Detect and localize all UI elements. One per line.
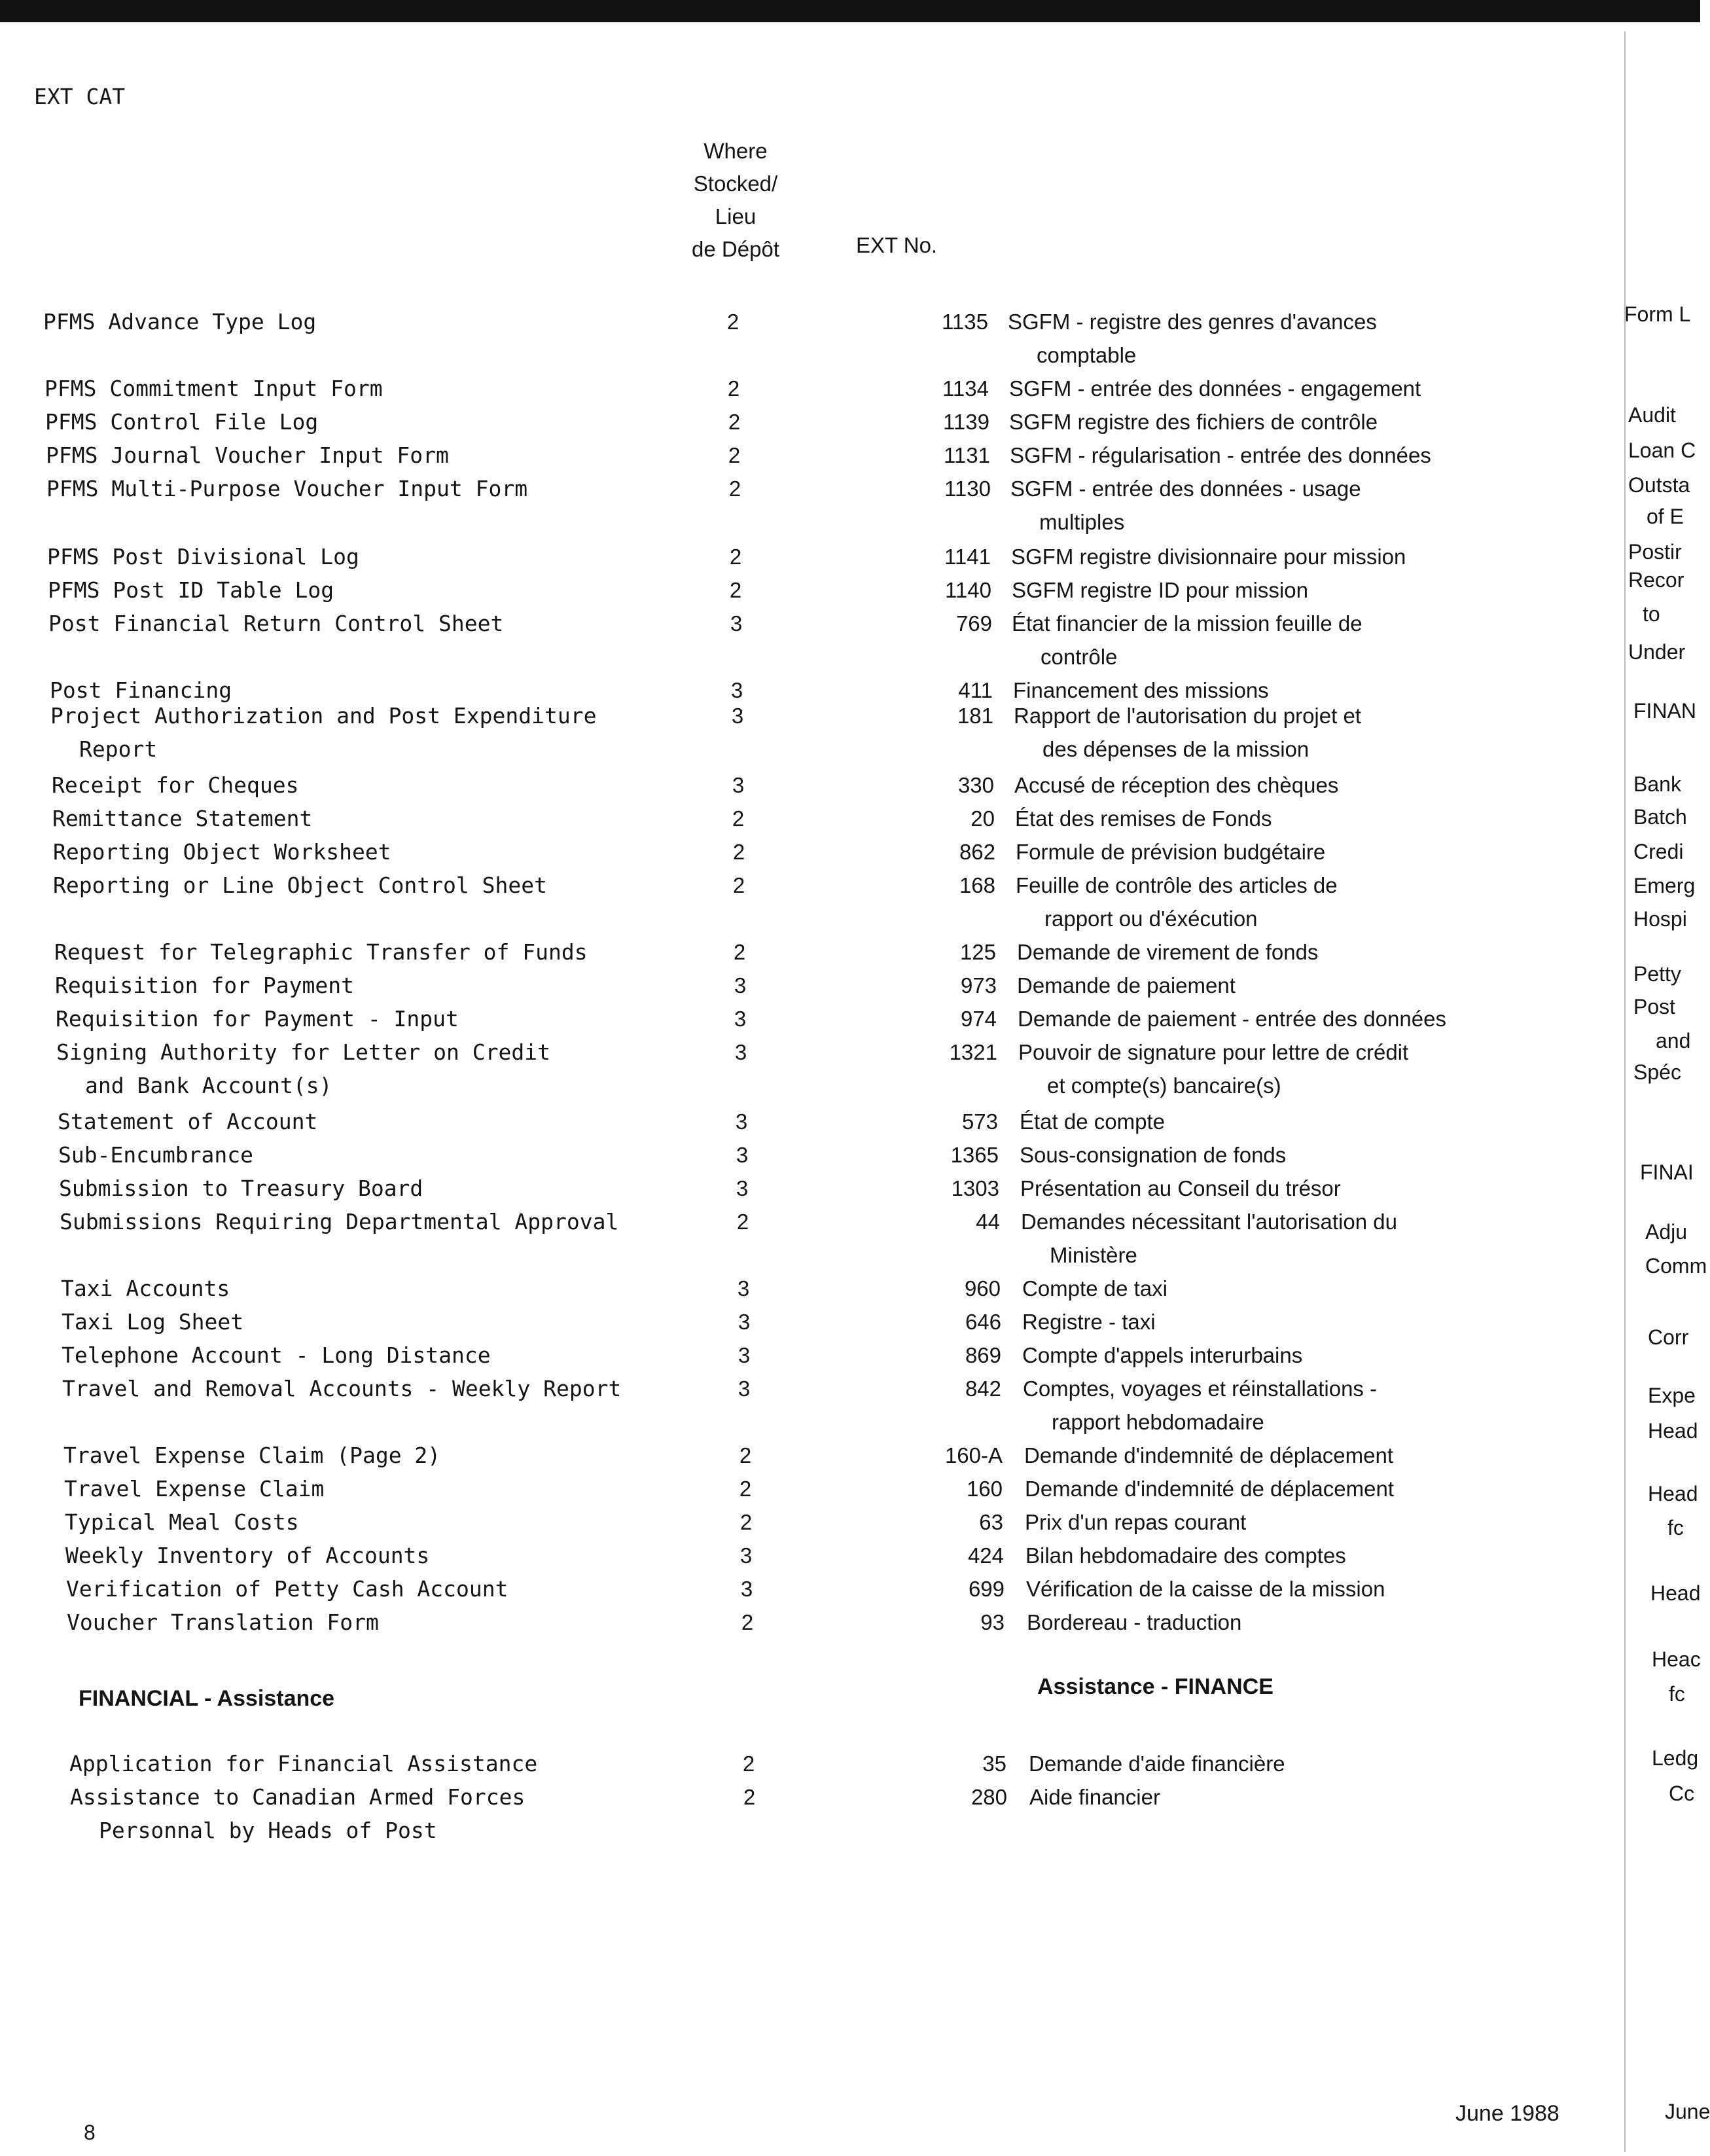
form-title-fr: [1014, 768, 1571, 802]
ext-number: 960: [964, 1276, 1001, 1301]
form-title-en-line: Project Authorization and Post Expenditure: [50, 703, 597, 728]
form-title-fr-line: des dépenses de la mission: [1042, 737, 1309, 761]
form-title-en-line: PFMS Commitment Input Form: [45, 376, 383, 401]
next-page-fragment: Head: [1648, 1419, 1698, 1443]
ext-number: 1134: [942, 376, 989, 401]
form-title-en-line: PFMS Journal Voucher Input Form: [46, 442, 449, 468]
ext-number: 769: [955, 611, 992, 636]
ext-number: 280: [971, 1785, 1007, 1809]
form-title-fr-line: Comptes, voyages et réinstallations -: [1023, 1376, 1378, 1401]
next-page-fragment: Hospi: [1633, 907, 1687, 931]
form-title-fr-line: rapport hebdomadaire: [1052, 1410, 1264, 1434]
ext-number: 973: [960, 973, 997, 997]
form-title-en-line: Travel and Removal Accounts - Weekly Report: [62, 1376, 622, 1401]
next-page-fragment: Credi: [1633, 840, 1684, 863]
next-page-fragment: of E: [1647, 505, 1684, 528]
form-title-en-line: Sub-Encumbrance: [58, 1142, 254, 1168]
form-title-en: [55, 969, 683, 1002]
ext-number: 1141: [944, 545, 991, 569]
form-title-en-line: Verification of Petty Cash Account: [66, 1576, 508, 1602]
stock-location: 3: [740, 1577, 753, 1601]
form-title-fr: [1029, 1747, 1585, 1780]
form-title-en: [56, 1035, 685, 1102]
form-title-en-line: Assistance to Canadian Armed Forces: [70, 1784, 525, 1810]
form-title-fr-line: Demande d'indemnité de déplacement: [1024, 1443, 1393, 1467]
next-page-fragment: Petty: [1633, 962, 1681, 986]
stock-location: 2: [728, 443, 741, 467]
section-title-en: FINANCIAL - Assistance: [79, 1686, 335, 1711]
ext-number: 699: [968, 1577, 1005, 1601]
form-title-fr-line: Pouvoir de signature pour lettre de crédit: [1018, 1040, 1409, 1064]
form-title-fr: [1021, 1205, 1577, 1272]
next-page-fragment: Form L: [1624, 302, 1691, 326]
scan-top-edge: [0, 0, 1700, 22]
form-title-en-line: and Bank Account(s): [85, 1073, 332, 1098]
form-title-fr-line: Formule de prévision budgétaire: [1016, 840, 1326, 864]
ext-number: 862: [959, 840, 995, 864]
next-page-fragment: and: [1656, 1029, 1691, 1052]
form-title-fr-line: Bordereau - traduction: [1027, 1610, 1242, 1634]
ext-number: 330: [957, 773, 994, 797]
ext-number: 35: [982, 1752, 1006, 1776]
form-title-en-line: Requisition for Payment: [55, 973, 354, 998]
form-title-fr: [1017, 935, 1573, 969]
form-title-en-line: Travel Expense Claim: [64, 1476, 325, 1501]
form-title-fr: [1012, 573, 1568, 607]
form-title-en-line: Typical Meal Costs: [65, 1509, 299, 1535]
ext-number: 160-A: [944, 1443, 1003, 1467]
form-title-fr: [1020, 1105, 1576, 1138]
form-title-fr-line: Demande de virement de fonds: [1017, 940, 1319, 964]
form-title-fr: [1026, 1572, 1582, 1606]
form-title-en-line: PFMS Post ID Table Log: [48, 577, 334, 603]
form-title-en-line: Submission to Treasury Board: [59, 1176, 423, 1201]
form-title-fr: [1024, 1439, 1580, 1472]
ext-number: 1135: [942, 310, 988, 334]
form-title-en-line: PFMS Control File Log: [45, 409, 319, 435]
stock-location: 2: [741, 1610, 754, 1634]
form-title-fr-line: Ministère: [1050, 1243, 1137, 1267]
ext-number: 1140: [945, 578, 991, 602]
form-title-fr: [1008, 305, 1564, 372]
stock-location: 3: [732, 773, 745, 797]
form-title-en-line: Personnal by Heads of Post: [99, 1818, 437, 1843]
form-title-en-line: Remittance Statement: [52, 806, 313, 831]
form-title-en: [62, 1305, 690, 1339]
next-page-fragment: Cc: [1669, 1782, 1695, 1805]
form-title-fr-line: Rapport de l'autorisation du projet et: [1014, 704, 1361, 728]
form-title-en: [62, 1339, 690, 1372]
next-page-fragment: Under: [1628, 640, 1686, 664]
form-title-fr-line: contrôle: [1041, 645, 1118, 669]
ext-column-header: EXT No.: [856, 233, 938, 257]
form-title-en: [56, 1002, 684, 1035]
next-page-fragment: June: [1665, 2100, 1710, 2123]
form-title-en: [61, 1272, 689, 1305]
stock-location: 3: [730, 611, 743, 636]
stock-location: 3: [730, 678, 743, 702]
ext-number: 63: [979, 1510, 1003, 1534]
next-page-fragment: Batch: [1633, 805, 1687, 829]
form-title-fr-line: Sous-consignation de fonds: [1020, 1143, 1287, 1167]
next-page-fragment: Head: [1648, 1482, 1698, 1505]
stock-location: 3: [734, 1040, 747, 1064]
form-title-fr-line: Demande d'aide financière: [1029, 1752, 1285, 1776]
form-title-en: [48, 607, 677, 640]
form-title-en: [46, 439, 674, 472]
stock-location: 3: [738, 1343, 751, 1367]
ext-number: 646: [965, 1310, 1001, 1334]
form-title-en: [62, 1372, 690, 1405]
form-title-en-line: Submissions Requiring Departmental Approval: [60, 1209, 619, 1234]
next-page-fragment: to: [1643, 602, 1660, 626]
next-page-fragment: Spéc: [1633, 1060, 1681, 1084]
ext-number: 160: [966, 1477, 1003, 1501]
form-title-en: [66, 1572, 694, 1606]
stocked-header-line: de Dépôt: [692, 237, 779, 261]
next-page-fragment: fc: [1667, 1516, 1684, 1539]
stock-location: 3: [731, 704, 744, 728]
page-number: 8: [84, 2121, 96, 2144]
form-title-fr: [1027, 1606, 1583, 1639]
form-title-en: [60, 1205, 688, 1238]
form-title-fr-line: Aide financier: [1029, 1785, 1160, 1809]
ext-number: 20: [971, 806, 995, 831]
stock-location: 2: [726, 310, 739, 334]
form-title-en-line: Taxi Accounts: [61, 1276, 230, 1301]
form-title-fr-line: État de compte: [1020, 1109, 1165, 1134]
form-title-fr-line: comptable: [1037, 343, 1137, 367]
form-title-en-line: PFMS Post Divisional Log: [47, 544, 359, 569]
stock-location: 2: [728, 476, 741, 501]
stock-location: 3: [736, 1143, 749, 1167]
next-page-fragment: Corr: [1648, 1325, 1689, 1349]
stock-location: 2: [733, 940, 746, 964]
form-title-fr-line: Compte d'appels interurbains: [1022, 1343, 1303, 1367]
form-title-fr: [1022, 1272, 1578, 1305]
form-title-fr-line: Présentation au Conseil du trésor: [1020, 1176, 1341, 1200]
form-title-fr-line: Registre - taxi: [1022, 1310, 1156, 1334]
form-title-fr-line: SGFM - régularisation - entrée des données: [1010, 443, 1431, 467]
ext-number: 842: [965, 1376, 1001, 1401]
form-title-en-line: Reporting or Line Object Control Sheet: [53, 872, 547, 898]
form-title-en: [53, 835, 681, 869]
stock-location: 2: [732, 840, 745, 864]
form-title-fr-line: État des remises de Fonds: [1015, 806, 1272, 831]
page-tag: EXT CAT: [34, 84, 126, 109]
form-title-en: [45, 372, 673, 405]
form-title-en-line: Telephone Account - Long Distance: [62, 1342, 491, 1368]
next-page-fragment: Recor: [1628, 568, 1684, 592]
stock-location: 2: [739, 1477, 752, 1501]
next-page-fragment: Comm: [1645, 1254, 1707, 1278]
section-title-fr: Assistance - FINANCE: [1037, 1674, 1274, 1699]
next-page-fragment: Expe: [1648, 1384, 1696, 1407]
form-title-en-line: Post Financing: [50, 677, 232, 703]
form-title-en-line: Statement of Account: [58, 1109, 318, 1134]
form-title-en: [52, 802, 681, 835]
form-title-fr-line: SGFM registre des fichiers de contrôle: [1009, 410, 1378, 434]
form-title-fr-line: Demande d'indemnité de déplacement: [1025, 1477, 1394, 1501]
form-title-fr-line: SGFM registre ID pour mission: [1012, 578, 1308, 602]
ext-number: 1139: [943, 410, 989, 434]
stock-location: 2: [728, 410, 741, 434]
stock-location: 3: [736, 1176, 749, 1200]
form-title-en: [69, 1747, 698, 1780]
stock-location: 2: [743, 1785, 756, 1809]
stock-location: 3: [734, 973, 747, 997]
next-page-fragment: Ledg: [1652, 1746, 1699, 1770]
form-title-en-line: Reporting Object Worksheet: [53, 839, 391, 865]
form-title-fr: [1020, 1172, 1576, 1205]
next-page-fragment: Postir: [1628, 540, 1682, 564]
form-title-fr: [1022, 1339, 1578, 1372]
form-title-fr-line: Financement des missions: [1013, 678, 1269, 702]
form-title-en: [70, 1780, 698, 1847]
next-page-fragment: Bank: [1633, 772, 1681, 796]
form-title-en: [65, 1505, 693, 1539]
stock-location: 2: [729, 578, 742, 602]
form-title-en-line: Receipt for Cheques: [52, 772, 299, 798]
form-title-en: [45, 405, 673, 439]
stock-location: 2: [736, 1210, 749, 1234]
form-title-en: [58, 1105, 686, 1138]
next-page-fragment: Adju: [1645, 1220, 1688, 1244]
stock-location: 3: [739, 1543, 753, 1568]
form-title-en-line: Application for Financial Assistance: [69, 1751, 538, 1776]
form-title-fr-line: Vérification de la caisse de la mission: [1026, 1577, 1385, 1601]
next-page-fragment: Head: [1650, 1581, 1701, 1605]
form-title-en: [59, 1172, 687, 1205]
stocked-header-line: Stocked/: [693, 171, 778, 196]
footer-date: June 1988: [1455, 2101, 1559, 2126]
next-page-fragment: Audit: [1628, 403, 1676, 427]
form-title-en: [65, 1539, 694, 1572]
form-title-fr-line: SGFM registre divisionnaire pour mission: [1011, 545, 1406, 569]
ext-number: 1303: [951, 1176, 999, 1200]
ext-number: 1131: [944, 443, 990, 467]
form-title-fr-line: Accusé de réception des chèques: [1014, 773, 1339, 797]
form-title-en: [47, 540, 675, 573]
next-page-fragment: Heac: [1652, 1647, 1701, 1671]
form-title-fr: [1023, 1372, 1579, 1439]
ext-number: 974: [960, 1007, 997, 1031]
form-title-fr-line: et compte(s) bancaire(s): [1047, 1073, 1281, 1098]
ext-number: 869: [965, 1343, 1001, 1367]
next-page-fragment: Loan C: [1628, 439, 1696, 462]
ext-number: 168: [959, 873, 995, 897]
form-title-fr: [1011, 540, 1567, 573]
form-title-en: [46, 472, 675, 505]
next-page-fragment: fc: [1669, 1682, 1685, 1706]
form-title-fr: [1014, 699, 1570, 766]
form-title-fr-line: SGFM - registre des genres d'avances: [1008, 310, 1377, 334]
next-page-fragment: Emerg: [1633, 874, 1696, 897]
form-title-fr-line: Bilan hebdomadaire des comptes: [1025, 1543, 1346, 1568]
form-title-fr-line: rapport ou d'éxécution: [1044, 907, 1258, 931]
stock-location: 2: [729, 545, 742, 569]
form-title-en-line: Signing Authority for Letter on Credit: [56, 1039, 550, 1065]
form-title-fr-line: État financier de la mission feuille de: [1012, 611, 1363, 636]
ext-number: 1130: [944, 476, 991, 501]
stock-location: 2: [727, 376, 740, 401]
form-title-fr-line: Demandes nécessitant l'autorisation du: [1021, 1210, 1397, 1234]
form-title-fr: [1009, 372, 1565, 405]
form-title-fr: [1016, 835, 1572, 869]
stock-location: 3: [738, 1310, 751, 1334]
form-title-fr: [1015, 802, 1571, 835]
form-title-fr: [1029, 1780, 1586, 1814]
form-title-en: [43, 305, 671, 338]
ext-number: 424: [967, 1543, 1004, 1568]
form-title-fr-line: multiples: [1039, 510, 1125, 534]
stock-location: 2: [739, 1510, 753, 1534]
form-title-en: [63, 1439, 692, 1472]
form-title-fr-line: Prix d'un repas courant: [1025, 1510, 1247, 1534]
stock-location: 2: [732, 873, 745, 897]
ext-number: 1321: [949, 1040, 997, 1064]
form-title-fr: [1017, 969, 1573, 1002]
form-title-fr: [1025, 1472, 1581, 1505]
form-title-en: [53, 869, 681, 902]
form-title-en-line: Voucher Translation Form: [67, 1609, 379, 1635]
form-title-fr-line: Demande de paiement: [1017, 973, 1236, 997]
stocked-header-line: Lieu: [715, 204, 757, 228]
form-title-fr: [1018, 1002, 1574, 1035]
stock-location: 3: [734, 1007, 747, 1031]
form-title-fr-line: Demande de paiement - entrée des données: [1018, 1007, 1446, 1031]
form-title-fr-line: Feuille de contrôle des articles de: [1016, 873, 1338, 897]
next-page-fragment: FINAN: [1633, 699, 1696, 723]
stock-location: 2: [739, 1443, 752, 1467]
ext-number: 44: [976, 1210, 1000, 1234]
next-page-fragment: FINAI: [1640, 1160, 1694, 1184]
ext-number: 125: [959, 940, 996, 964]
form-title-fr: [1020, 1138, 1576, 1172]
form-title-en: [50, 699, 679, 766]
stock-location: 3: [738, 1376, 751, 1401]
form-title-fr: [1025, 1539, 1582, 1572]
form-title-fr: [1025, 1505, 1581, 1539]
stocked-column-header: [670, 135, 801, 266]
ext-number: 411: [958, 678, 993, 702]
form-title-en-line: Taxi Log Sheet: [62, 1309, 244, 1335]
ext-number: 1365: [950, 1143, 999, 1167]
stock-location: 2: [732, 806, 745, 831]
form-title-en: [67, 1606, 695, 1639]
form-title-fr: [1010, 439, 1566, 472]
ext-number: 573: [961, 1109, 998, 1134]
form-title-en-line: Request for Telegraphic Transfer of Funds: [54, 939, 588, 965]
form-title-en: [52, 768, 680, 802]
form-title-en-line: PFMS Advance Type Log: [43, 309, 317, 334]
form-title-fr-line: Compte de taxi: [1022, 1276, 1167, 1301]
form-title-en-line: Report: [79, 736, 158, 762]
form-title-en-line: Requisition for Payment - Input: [56, 1006, 459, 1032]
stocked-header-line: Where: [704, 139, 768, 163]
next-page-fragment: Post: [1633, 995, 1676, 1018]
form-title-en-line: Post Financial Return Control Sheet: [48, 611, 504, 636]
ext-number: 93: [980, 1610, 1005, 1634]
ext-number: 181: [957, 704, 993, 728]
form-title-en: [48, 573, 676, 607]
next-page-fragment: Outsta: [1628, 473, 1690, 497]
form-title-en-line: Travel Expense Claim (Page 2): [63, 1443, 441, 1468]
stock-location: 3: [737, 1276, 750, 1301]
form-title-en: [64, 1472, 692, 1505]
form-title-fr: [1016, 869, 1572, 935]
stock-location: 3: [735, 1109, 748, 1134]
form-title-fr: [1018, 1035, 1575, 1102]
form-title-en-line: PFMS Multi-Purpose Voucher Input Form: [46, 476, 528, 501]
page-gutter: [1624, 31, 1626, 2152]
form-title-en: [54, 935, 683, 969]
form-title-fr: [1022, 1305, 1578, 1339]
form-title-fr: [1009, 405, 1565, 439]
form-title-en: [58, 1138, 686, 1172]
form-title-fr-line: SGFM - entrée des données - engagement: [1009, 376, 1421, 401]
form-title-fr: [1010, 472, 1567, 539]
form-title-en-line: Weekly Inventory of Accounts: [65, 1543, 430, 1568]
form-title-fr: [1012, 607, 1568, 674]
form-title-fr-line: SGFM - entrée des données - usage: [1010, 476, 1361, 501]
stock-location: 2: [742, 1752, 755, 1776]
